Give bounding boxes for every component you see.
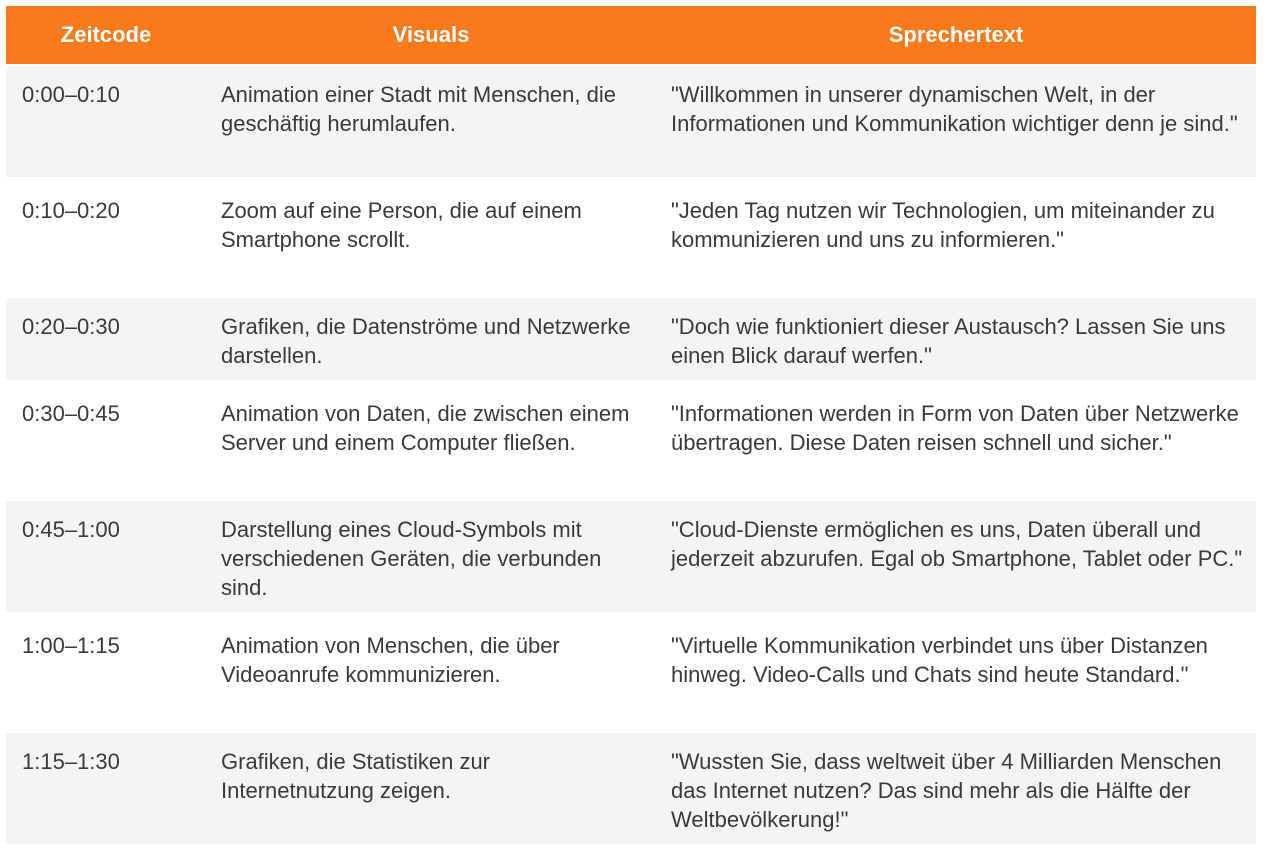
cell-visuals: Animation einer Stadt mit Menschen, die geschäftig herumlaufen. <box>221 82 616 136</box>
table-row <box>6 182 1256 293</box>
cell-zeitcode: 0:45–1:00 <box>22 517 120 542</box>
cell-visuals: Animation von Daten, die zwischen einem Server und einem Computer fließen. <box>221 401 630 455</box>
cell-sprechertext: "Virtuelle Kommunikation verbindet uns über Distanzen hinweg. Video-Calls und Chats sind heute Standard." <box>671 633 1208 687</box>
table-row <box>6 617 1256 728</box>
cell-sprechertext: "Informationen werden in Form von Daten über Netzwerke übertragen. Diese Daten reisen schnell und sicher." <box>671 401 1239 455</box>
header-visuals: Visuals <box>392 22 470 47</box>
cell-visuals: Darstellung eines Cloud-Symbols mit verschiedenen Geräten, die verbunden sind. <box>221 517 602 600</box>
cell-zeitcode: 0:10–0:20 <box>22 198 120 223</box>
cell-visuals: Grafiken, die Statistiken zur Internetnutzung zeigen. <box>221 749 491 803</box>
header-zeitcode: Zeitcode <box>60 22 152 47</box>
script-table <box>6 6 1256 849</box>
table-row <box>6 385 1256 496</box>
cell-visuals: Grafiken, die Datenströme und Netzwerke darstellen. <box>221 314 631 368</box>
table-row <box>6 298 1256 380</box>
cell-zeitcode: 1:15–1:30 <box>22 749 120 774</box>
cell-visuals: Zoom auf eine Person, die auf einem Smartphone scrollt. <box>221 198 582 252</box>
cell-sprechertext: "Wussten Sie, dass weltweit über 4 Milliarden Menschen das Internet nutzen? Das sind mehr als die Hälfte der Weltbevölkerung!" <box>671 749 1222 832</box>
cell-visuals: Animation von Menschen, die über Videoanrufe kommunizieren. <box>221 633 560 687</box>
cell-zeitcode: 0:20–0:30 <box>22 314 120 339</box>
cell-sprechertext: "Willkommen in unserer dynamischen Welt, in der Informationen und Kommunikation wichtiger denn je sind." <box>671 82 1238 136</box>
table-row <box>6 66 1256 177</box>
table-header <box>6 6 1256 64</box>
cell-zeitcode: 1:00–1:15 <box>22 633 120 658</box>
table-row <box>6 733 1256 844</box>
table-row <box>6 501 1256 612</box>
cell-zeitcode: 0:30–0:45 <box>22 401 120 426</box>
cell-sprechertext: "Jeden Tag nutzen wir Technologien, um miteinander zu kommunizieren und uns zu informieren." <box>671 198 1215 252</box>
cell-sprechertext: "Cloud-Dienste ermöglichen es uns, Daten überall und jederzeit abzurufen. Egal ob Smartphone, Tablet oder PC." <box>671 517 1243 571</box>
cell-sprechertext: "Doch wie funktioniert dieser Austausch? Lassen Sie uns einen Blick darauf werfen." <box>671 314 1226 368</box>
header-sprechertext: Sprechertext <box>888 22 1024 47</box>
cell-zeitcode: 0:00–0:10 <box>22 82 120 107</box>
